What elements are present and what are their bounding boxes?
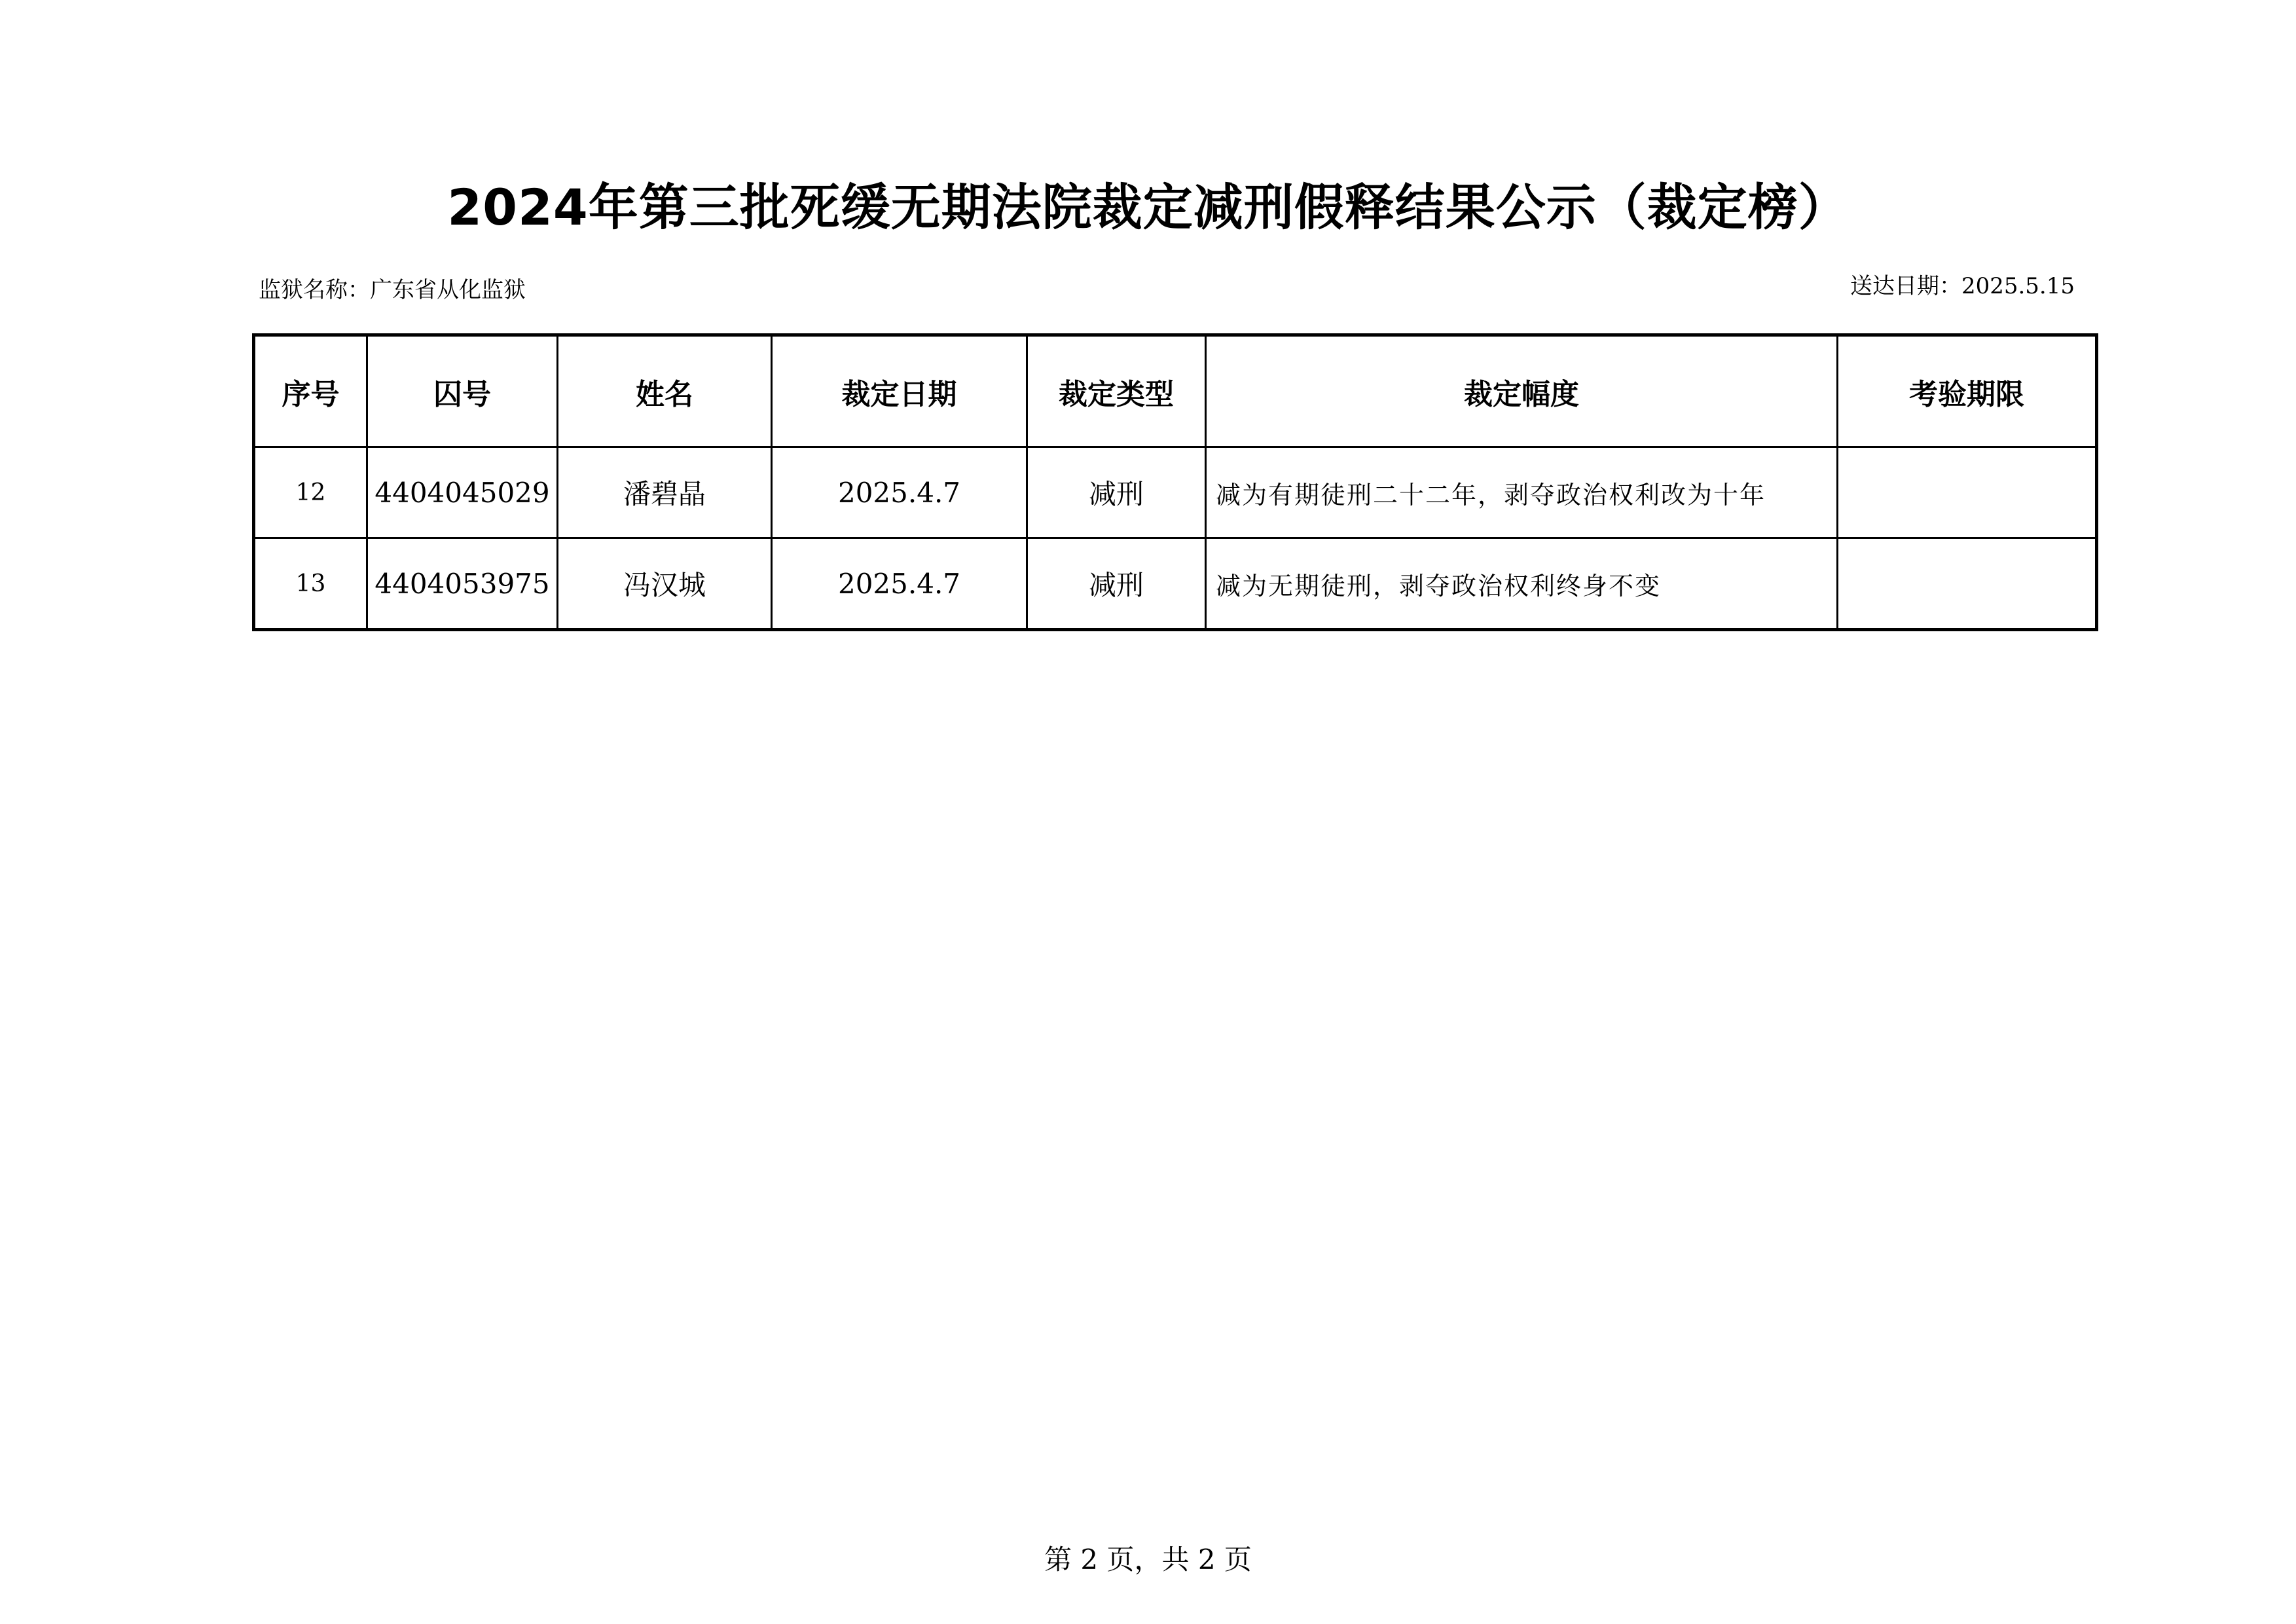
cell-ruling-extent: 减为有期徒刑二十二年，剥夺政治权利改为十年 bbox=[1206, 447, 1838, 538]
header-ruling-date: 裁定日期 bbox=[772, 335, 1027, 447]
delivery-date-label: 送达日期： bbox=[1850, 273, 1961, 299]
prison-name-label: 监狱名称： bbox=[259, 277, 370, 303]
cell-ruling-extent: 减为无期徒刑，剥夺政治权利终身不变 bbox=[1206, 538, 1838, 630]
cell-seq: 12 bbox=[254, 447, 367, 538]
ruling-table bbox=[252, 333, 2098, 631]
cell-prisoner-no: 4404053975 bbox=[367, 538, 558, 630]
header-seq: 序号 bbox=[254, 335, 367, 447]
page-footer: 第 2 页，共 2 页 bbox=[1044, 1543, 1252, 1576]
cell-name: 潘碧晶 bbox=[558, 447, 772, 538]
header-ruling-extent: 裁定幅度 bbox=[1206, 335, 1838, 447]
header-name: 姓名 bbox=[558, 335, 772, 447]
cell-name: 冯汉城 bbox=[558, 538, 772, 630]
table-row bbox=[254, 447, 2097, 538]
header-probation: 考验期限 bbox=[1838, 335, 2097, 447]
prison-name-line bbox=[259, 274, 526, 306]
cell-probation bbox=[1838, 447, 2097, 538]
table-row bbox=[254, 538, 2097, 630]
delivery-date-value: 2025.5.15 bbox=[1961, 273, 2075, 299]
cell-ruling-date: 2025.4.7 bbox=[772, 447, 1027, 538]
cell-ruling-type: 减刑 bbox=[1027, 538, 1206, 630]
header-prisoner-no: 囚号 bbox=[367, 335, 558, 447]
cell-prisoner-no: 4404045029 bbox=[367, 447, 558, 538]
table-header-row bbox=[254, 335, 2097, 447]
header-ruling-type: 裁定类型 bbox=[1027, 335, 1206, 447]
delivery-date-line bbox=[1850, 270, 2075, 303]
page-title: 2024年第三批死缓无期法院裁定减刑假释结果公示（裁定榜） bbox=[447, 178, 1849, 236]
cell-ruling-date: 2025.4.7 bbox=[772, 538, 1027, 630]
prison-name-value: 广东省从化监狱 bbox=[370, 277, 526, 303]
cell-seq: 13 bbox=[254, 538, 367, 630]
cell-probation bbox=[1838, 538, 2097, 630]
cell-ruling-type: 减刑 bbox=[1027, 447, 1206, 538]
